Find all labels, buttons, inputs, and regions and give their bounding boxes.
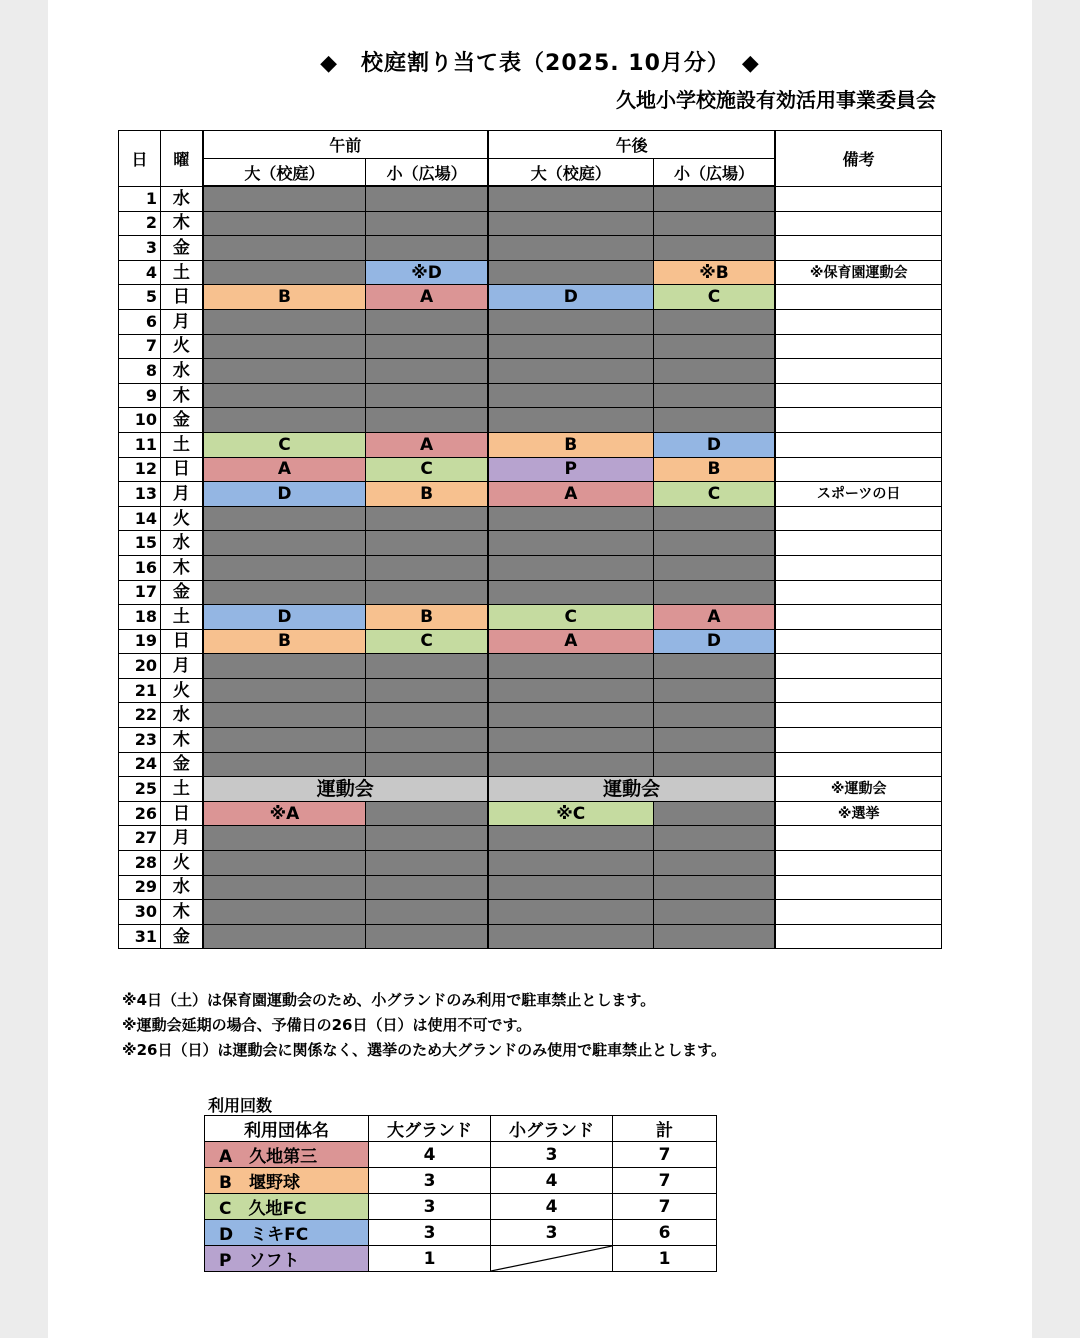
schedule-body — [119, 186, 942, 949]
remark-cell — [775, 432, 941, 457]
day-number: 18 — [119, 605, 161, 630]
slot-am-large: D — [203, 605, 366, 630]
remark-cell — [775, 359, 941, 384]
notes — [122, 988, 726, 1063]
slot-am-large — [203, 580, 366, 605]
weekday: 水 — [161, 359, 203, 384]
schedule-row — [119, 875, 942, 900]
slot-pm-small — [653, 580, 775, 605]
slot-pm-small — [653, 506, 775, 531]
day-number: 22 — [119, 703, 161, 728]
day-number: 30 — [119, 900, 161, 925]
schedule-row — [119, 531, 942, 556]
slot-am-large: ※A — [203, 801, 366, 826]
slot-am-large — [203, 186, 366, 211]
slot-am-large — [203, 752, 366, 777]
event-cell: 運動会 — [203, 777, 488, 802]
slot-pm-small — [653, 801, 775, 826]
day-number: 28 — [119, 851, 161, 876]
schedule-row — [119, 629, 942, 654]
weekday: 土 — [161, 260, 203, 285]
slot-pm-small — [653, 334, 775, 359]
header-afternoon-large: 大（校庭） — [488, 159, 653, 187]
day-number: 23 — [119, 728, 161, 753]
weekday: 土 — [161, 777, 203, 802]
organization-name: 久地小学校施設有効活用事業委員会 — [616, 88, 936, 112]
remark-cell — [775, 900, 941, 925]
weekday: 月 — [161, 826, 203, 851]
day-number: 27 — [119, 826, 161, 851]
remark-cell — [775, 334, 941, 359]
schedule-row — [119, 678, 942, 703]
slot-pm-small: ※B — [653, 260, 775, 285]
slot-pm-small: C — [653, 285, 775, 310]
day-number: 19 — [119, 629, 161, 654]
day-number: 11 — [119, 432, 161, 457]
large-count: 3 — [369, 1220, 491, 1246]
schedule-row — [119, 555, 942, 580]
slot-pm-small — [653, 875, 775, 900]
slot-am-small — [366, 236, 488, 261]
slot-am-small — [366, 186, 488, 211]
day-number: 15 — [119, 531, 161, 556]
weekday: 木 — [161, 211, 203, 236]
usage-row — [205, 1194, 717, 1220]
slot-am-large — [203, 383, 366, 408]
schedule-row — [119, 211, 942, 236]
schedule-row — [119, 383, 942, 408]
slot-am-small — [366, 334, 488, 359]
note-line: ※運動会延期の場合、予備日の26日（日）は使用不可です。 — [122, 1016, 532, 1034]
schedule-row — [119, 482, 942, 507]
schedule-row — [119, 457, 942, 482]
weekday: 木 — [161, 555, 203, 580]
schedule-table — [118, 130, 942, 949]
slot-pm-small — [653, 752, 775, 777]
day-number: 17 — [119, 580, 161, 605]
slot-am-large — [203, 260, 366, 285]
slot-am-small — [366, 506, 488, 531]
weekday: 日 — [161, 629, 203, 654]
schedule-row — [119, 309, 942, 334]
note-line: ※4日（土）は保育園運動会のため、小グランドのみ利用で駐車禁止とします。 — [122, 991, 656, 1009]
slot-pm-large — [488, 211, 653, 236]
schedule-row — [119, 506, 942, 531]
slot-pm-large — [488, 260, 653, 285]
slot-pm-small — [653, 900, 775, 925]
note-line: ※26日（日）は運動会に関係なく、選挙のため大グランドのみ使用で駐車禁止とします。 — [122, 1041, 726, 1059]
slot-am-small: A — [366, 285, 488, 310]
usage-row — [205, 1246, 717, 1272]
header-afternoon-small: 小（広場） — [653, 159, 775, 187]
large-count: 4 — [369, 1142, 491, 1168]
weekday: 日 — [161, 801, 203, 826]
slot-am-small: B — [366, 605, 488, 630]
weekday: 日 — [161, 457, 203, 482]
group-name: B 堰野球 — [205, 1168, 369, 1194]
weekday: 金 — [161, 752, 203, 777]
slot-pm-small: D — [653, 432, 775, 457]
header-remarks: 備考 — [775, 131, 941, 187]
remark-cell — [775, 236, 941, 261]
slot-pm-large: A — [488, 629, 653, 654]
total-count: 7 — [613, 1142, 717, 1168]
slot-pm-small — [653, 728, 775, 753]
slot-am-small — [366, 309, 488, 334]
slot-am-small — [366, 924, 488, 949]
small-count: 3 — [491, 1142, 613, 1168]
remark-cell — [775, 752, 941, 777]
slot-pm-large — [488, 703, 653, 728]
schedule-row — [119, 580, 942, 605]
slot-pm-large — [488, 900, 653, 925]
slot-pm-small: C — [653, 482, 775, 507]
slot-pm-large: P — [488, 457, 653, 482]
slot-pm-large — [488, 408, 653, 433]
slot-am-small — [366, 654, 488, 679]
slot-pm-small — [653, 211, 775, 236]
schedule-row — [119, 851, 942, 876]
weekday: 木 — [161, 900, 203, 925]
schedule-row — [119, 432, 942, 457]
day-number: 16 — [119, 555, 161, 580]
slot-am-small — [366, 211, 488, 236]
slot-pm-large — [488, 531, 653, 556]
large-count: 3 — [369, 1168, 491, 1194]
slot-am-small: C — [366, 457, 488, 482]
slot-pm-large — [488, 728, 653, 753]
total-count: 7 — [613, 1194, 717, 1220]
remark-cell — [775, 580, 941, 605]
slot-am-large — [203, 555, 366, 580]
slot-am-large — [203, 875, 366, 900]
weekday: 水 — [161, 875, 203, 900]
weekday: 木 — [161, 383, 203, 408]
slot-am-small — [366, 580, 488, 605]
remark-cell — [775, 826, 941, 851]
slot-am-large — [203, 359, 366, 384]
slot-am-large — [203, 236, 366, 261]
remark-cell: スポーツの日 — [775, 482, 941, 507]
header-morning-large: 大（校庭） — [203, 159, 366, 187]
remark-cell — [775, 383, 941, 408]
slot-pm-small — [653, 531, 775, 556]
weekday: 土 — [161, 432, 203, 457]
slot-pm-large: C — [488, 605, 653, 630]
day-number: 25 — [119, 777, 161, 802]
weekday: 金 — [161, 924, 203, 949]
remark-cell — [775, 555, 941, 580]
weekday: 火 — [161, 851, 203, 876]
slot-pm-small — [653, 309, 775, 334]
remark-cell — [775, 285, 941, 310]
slot-pm-large — [488, 875, 653, 900]
header-weekday: 曜 — [161, 131, 203, 187]
schedule-row — [119, 924, 942, 949]
slot-pm-large: B — [488, 432, 653, 457]
day-number: 3 — [119, 236, 161, 261]
total-count: 1 — [613, 1246, 717, 1272]
day-number: 10 — [119, 408, 161, 433]
day-number: 12 — [119, 457, 161, 482]
slot-pm-large — [488, 506, 653, 531]
large-count: 3 — [369, 1194, 491, 1220]
weekday: 火 — [161, 678, 203, 703]
day-number: 2 — [119, 211, 161, 236]
slot-pm-small: A — [653, 605, 775, 630]
weekday: 月 — [161, 482, 203, 507]
weekday: 日 — [161, 285, 203, 310]
small-count — [491, 1246, 613, 1272]
day-number: 6 — [119, 309, 161, 334]
remark-cell — [775, 457, 941, 482]
schedule-row — [119, 605, 942, 630]
schedule-row — [119, 408, 942, 433]
remark-cell — [775, 211, 941, 236]
usage-title: 利用回数 — [208, 1096, 273, 1115]
remark-cell — [775, 728, 941, 753]
schedule-row — [119, 285, 942, 310]
slot-am-small: C — [366, 629, 488, 654]
usage-header-group: 利用団体名 — [205, 1116, 369, 1142]
slot-pm-large — [488, 752, 653, 777]
slot-am-large — [203, 334, 366, 359]
schedule-row — [119, 703, 942, 728]
weekday: 水 — [161, 531, 203, 556]
usage-table — [204, 1115, 717, 1272]
slot-pm-large — [488, 924, 653, 949]
slot-am-small — [366, 383, 488, 408]
small-count: 4 — [491, 1168, 613, 1194]
schedule-row — [119, 260, 942, 285]
day-number: 9 — [119, 383, 161, 408]
group-name: C 久地FC — [205, 1194, 369, 1220]
weekday: 木 — [161, 728, 203, 753]
remark-cell — [775, 875, 941, 900]
slot-am-large — [203, 678, 366, 703]
group-name: D ミキFC — [205, 1220, 369, 1246]
slot-pm-large — [488, 654, 653, 679]
day-number: 1 — [119, 186, 161, 211]
slot-pm-small — [653, 826, 775, 851]
slot-am-small — [366, 728, 488, 753]
day-number: 13 — [119, 482, 161, 507]
usage-row — [205, 1168, 717, 1194]
schedule-row — [119, 801, 942, 826]
slot-am-small — [366, 555, 488, 580]
slot-pm-large — [488, 851, 653, 876]
slot-am-large — [203, 531, 366, 556]
remark-cell — [775, 506, 941, 531]
weekday: 水 — [161, 186, 203, 211]
slot-am-large — [203, 728, 366, 753]
slot-am-small — [366, 826, 488, 851]
slot-am-small — [366, 851, 488, 876]
slot-am-small: ※D — [366, 260, 488, 285]
slot-am-small — [366, 678, 488, 703]
schedule-row — [119, 359, 942, 384]
slot-pm-small — [653, 851, 775, 876]
remark-cell: ※運動会 — [775, 777, 941, 802]
schedule-row — [119, 334, 942, 359]
weekday: 月 — [161, 309, 203, 334]
slot-pm-small — [653, 236, 775, 261]
slot-am-large — [203, 924, 366, 949]
slot-pm-large: ※C — [488, 801, 653, 826]
usage-header-total: 計 — [613, 1116, 717, 1142]
weekday: 火 — [161, 334, 203, 359]
slot-pm-large — [488, 334, 653, 359]
day-number: 20 — [119, 654, 161, 679]
remark-cell — [775, 924, 941, 949]
remark-cell — [775, 309, 941, 334]
slot-pm-large — [488, 186, 653, 211]
day-number: 26 — [119, 801, 161, 826]
slot-am-large: D — [203, 482, 366, 507]
slot-am-large: C — [203, 432, 366, 457]
slot-am-small — [366, 359, 488, 384]
remark-cell — [775, 703, 941, 728]
slot-pm-small — [653, 186, 775, 211]
slot-pm-small — [653, 678, 775, 703]
day-number: 31 — [119, 924, 161, 949]
event-cell: 運動会 — [488, 777, 775, 802]
schedule-row — [119, 777, 942, 802]
slot-am-large: B — [203, 285, 366, 310]
remark-cell — [775, 408, 941, 433]
remark-cell — [775, 605, 941, 630]
slot-am-large: A — [203, 457, 366, 482]
slot-pm-large — [488, 236, 653, 261]
slot-am-large — [203, 900, 366, 925]
slot-pm-large — [488, 383, 653, 408]
schedule-row — [119, 752, 942, 777]
document-title: ◆ 校庭割り当て表（2025. 10月分） ◆ — [320, 51, 760, 76]
slot-pm-large — [488, 678, 653, 703]
usage-header-small: 小グランド — [491, 1116, 613, 1142]
slot-am-small — [366, 408, 488, 433]
weekday: 金 — [161, 236, 203, 261]
day-number: 7 — [119, 334, 161, 359]
slot-pm-large: D — [488, 285, 653, 310]
slot-pm-large — [488, 826, 653, 851]
usage-row — [205, 1220, 717, 1246]
small-count: 3 — [491, 1220, 613, 1246]
schedule-row — [119, 654, 942, 679]
total-count: 6 — [613, 1220, 717, 1246]
slot-pm-small — [653, 408, 775, 433]
slot-pm-large — [488, 309, 653, 334]
slot-am-small — [366, 531, 488, 556]
slot-am-large — [203, 851, 366, 876]
usage-row — [205, 1142, 717, 1168]
slot-am-large — [203, 826, 366, 851]
day-number: 8 — [119, 359, 161, 384]
day-number: 21 — [119, 678, 161, 703]
slot-am-small — [366, 703, 488, 728]
remark-cell: ※保育園運動会 — [775, 260, 941, 285]
slot-pm-large — [488, 580, 653, 605]
slot-pm-small: D — [653, 629, 775, 654]
schedule-row — [119, 186, 942, 211]
slot-pm-small — [653, 555, 775, 580]
weekday: 金 — [161, 580, 203, 605]
slot-am-small: B — [366, 482, 488, 507]
header-morning-small: 小（広場） — [366, 159, 488, 187]
slot-am-large: B — [203, 629, 366, 654]
remark-cell: ※選挙 — [775, 801, 941, 826]
remark-cell — [775, 678, 941, 703]
slot-pm-small — [653, 924, 775, 949]
weekday: 土 — [161, 605, 203, 630]
slot-pm-large: A — [488, 482, 653, 507]
day-number: 14 — [119, 506, 161, 531]
slot-pm-small — [653, 654, 775, 679]
schedule-row — [119, 236, 942, 261]
slot-am-large — [203, 506, 366, 531]
weekday: 月 — [161, 654, 203, 679]
slot-pm-small — [653, 383, 775, 408]
slot-am-small — [366, 801, 488, 826]
weekday: 水 — [161, 703, 203, 728]
small-count: 4 — [491, 1194, 613, 1220]
slot-am-large — [203, 703, 366, 728]
remark-cell — [775, 851, 941, 876]
header-day: 日 — [119, 131, 161, 187]
header-afternoon: 午後 — [488, 131, 775, 159]
header-morning: 午前 — [203, 131, 488, 159]
slot-am-small — [366, 875, 488, 900]
weekday: 火 — [161, 506, 203, 531]
slot-am-large — [203, 408, 366, 433]
schedule-row — [119, 826, 942, 851]
slot-pm-small: B — [653, 457, 775, 482]
remark-cell — [775, 531, 941, 556]
group-name: P ソフト — [205, 1246, 369, 1272]
day-number: 5 — [119, 285, 161, 310]
slot-pm-large — [488, 555, 653, 580]
schedule-row — [119, 900, 942, 925]
slot-am-small: A — [366, 432, 488, 457]
slot-am-large — [203, 309, 366, 334]
remark-cell — [775, 654, 941, 679]
usage-body — [205, 1142, 717, 1272]
slot-am-small — [366, 752, 488, 777]
day-number: 29 — [119, 875, 161, 900]
usage-header-large: 大グランド — [369, 1116, 491, 1142]
slot-am-small — [366, 900, 488, 925]
remark-cell — [775, 186, 941, 211]
schedule-row — [119, 728, 942, 753]
group-name: A 久地第三 — [205, 1142, 369, 1168]
slot-am-large — [203, 654, 366, 679]
weekday: 金 — [161, 408, 203, 433]
day-number: 4 — [119, 260, 161, 285]
day-number: 24 — [119, 752, 161, 777]
slot-pm-large — [488, 359, 653, 384]
large-count: 1 — [369, 1246, 491, 1272]
slot-pm-small — [653, 703, 775, 728]
slot-am-large — [203, 211, 366, 236]
slot-pm-small — [653, 359, 775, 384]
total-count: 7 — [613, 1168, 717, 1194]
remark-cell — [775, 629, 941, 654]
